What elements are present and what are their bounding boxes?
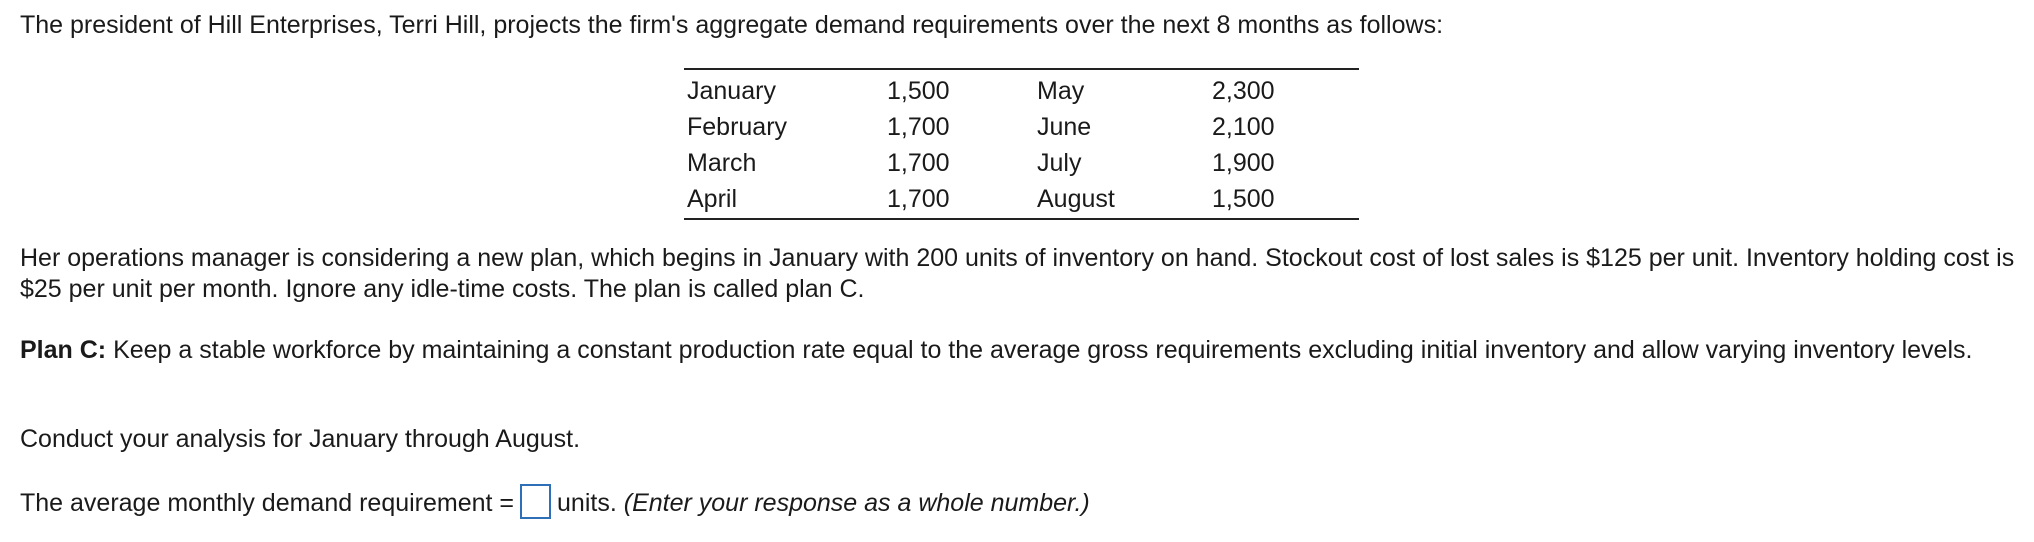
demand-table	[684, 68, 1359, 220]
answer-prompt: The average monthly demand requirement =	[20, 489, 515, 517]
intro-text: The president of Hill Enterprises, Terri Hill, projects the firm's aggregate demand requirements over the next 8 months as follows:	[20, 11, 1444, 39]
month-cell: February	[687, 113, 788, 141]
demand-cell: 1,700	[887, 185, 950, 213]
month-cell: March	[687, 149, 757, 177]
month-cell: June	[1037, 113, 1092, 141]
table-row	[684, 181, 1359, 219]
month-cell: July	[1037, 149, 1082, 177]
analysis-note: Conduct your analysis for January through August.	[20, 425, 581, 453]
plan-description	[20, 335, 2020, 366]
demand-cell: 2,100	[1212, 113, 1275, 141]
demand-cell: 1,900	[1212, 149, 1275, 177]
answer-instruction: (Enter your response as a whole number.)	[623, 489, 1090, 517]
answer-input[interactable]	[520, 484, 551, 519]
demand-cell: 2,300	[1212, 77, 1275, 105]
month-cell: August	[1037, 185, 1115, 213]
plan-label: Plan C:	[20, 336, 107, 364]
answer-line	[20, 488, 2020, 519]
plan-text: Keep a stable workforce by maintaining a constant production rate equal to the average gross requirements excluding initial inventory and allow varying inventory levels.	[106, 336, 1973, 364]
demand-cell: 1,700	[887, 149, 950, 177]
answer-units: units.	[557, 489, 617, 517]
month-cell: May	[1037, 77, 1085, 105]
table-row	[684, 69, 1359, 109]
table-row	[684, 145, 1359, 181]
demand-cell: 1,500	[1212, 185, 1275, 213]
table-row	[684, 109, 1359, 145]
demand-cell: 1,500	[887, 77, 950, 105]
scenario-paragraph: Her operations manager is considering a new plan, which begins in January with 200 units of inventory on hand. Stockout cost of lost sales is $125 per unit. Inventory holding cost is $25 per unit per month. Ignore any idle-time costs. The plan is called plan C.	[20, 244, 2015, 303]
month-cell: April	[687, 185, 738, 213]
demand-cell: 1,700	[887, 113, 950, 141]
month-cell: January	[687, 77, 776, 105]
